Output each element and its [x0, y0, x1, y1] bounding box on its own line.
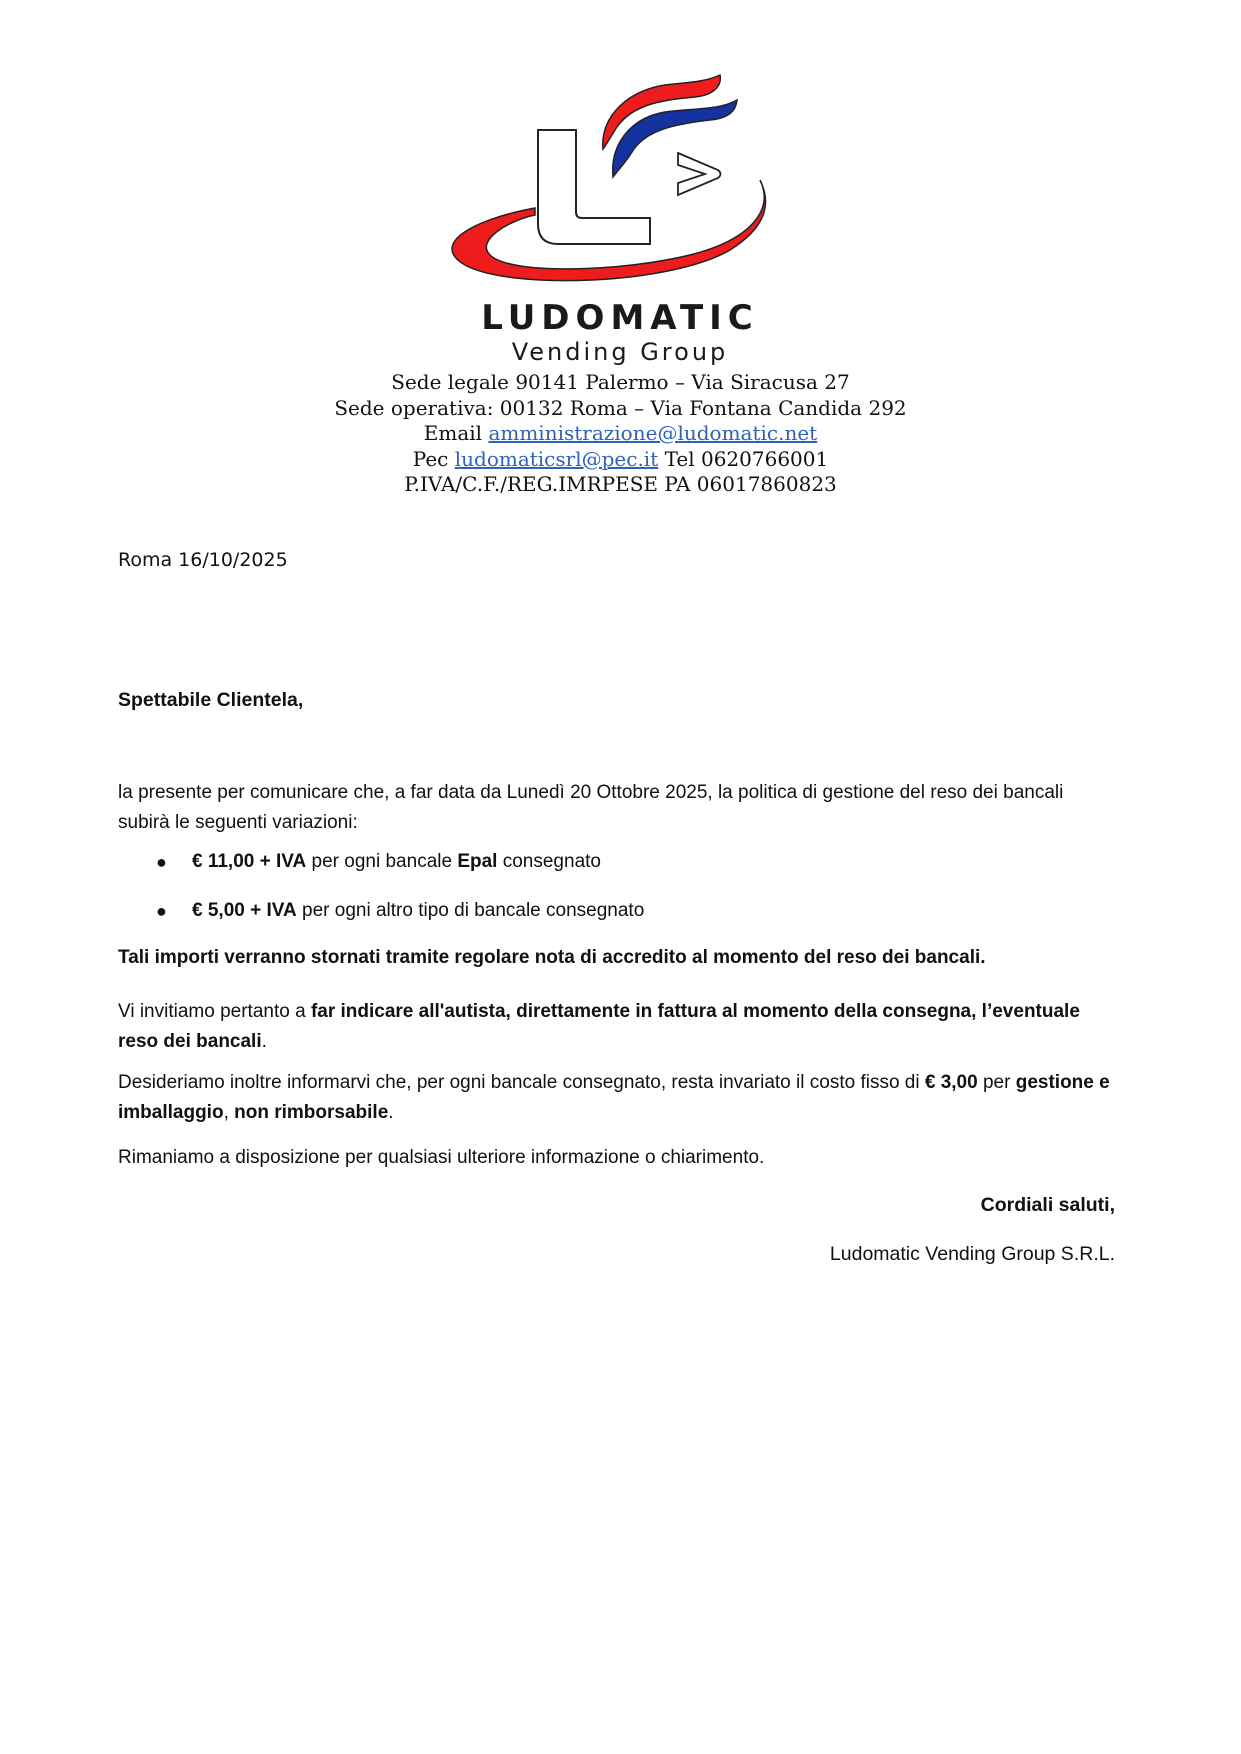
fixed-cost-bold2: non rimborsabile — [234, 1102, 389, 1123]
legal-address: Sede legale 90141 Palermo – Via Siracusa 27 — [391, 370, 850, 394]
fixed-cost-per: per — [982, 1072, 1011, 1093]
tel-label: Tel — [664, 446, 695, 471]
fixed-cost-paragraph — [118, 1068, 1118, 1128]
bullet-icon: ● — [156, 901, 167, 921]
item-bold: Epal — [457, 851, 498, 872]
letter-greeting: Spettabile Clientela, — [118, 689, 304, 711]
fixed-cost-comma: , — [223, 1102, 229, 1123]
bullet-icon: ● — [156, 852, 167, 872]
item-text: per ogni bancale — [311, 851, 453, 872]
invite-bold: far indicare all'autista, direttamente in fattura al momento della consegna, l’eventuale reso dei bancali — [118, 1001, 1080, 1052]
intro-paragraph: la presente per comunicare che, a far data da Lunedì 20 Ottobre 2025, la politica di gestione del reso dei bancali subirà le seguenti variazioni: — [118, 782, 1064, 833]
logo-emblem-icon — [440, 60, 800, 300]
invite-paragraph — [118, 997, 1118, 1057]
letter-date: Roma 16/10/2025 — [118, 549, 288, 571]
brand-name: LUDOMATIC — [481, 298, 759, 338]
closing: Cordiali saluti, — [980, 1194, 1115, 1216]
item-text: per ogni altro tipo di bancale consegnato — [302, 900, 645, 921]
email-line — [0, 421, 1241, 447]
fixed-cost-text: Desideriamo inoltre informarvi che, per ogni bancale consegnato, resta invariato il costo fisso di — [118, 1072, 920, 1093]
email-label: Email — [423, 421, 483, 445]
invite-end: . — [261, 1031, 267, 1052]
pec-link[interactable]: ludomaticsrl@pec.it — [454, 446, 659, 471]
credit-note-paragraph: Tali importi verranno stornati tramite regolare nota di accredito al momento del reso dei bancali. — [118, 947, 986, 968]
item-text-end: consegnato — [502, 851, 601, 872]
operational-address: Sede operativa: 00132 Roma – Via Fontana Candida 292 — [334, 395, 907, 420]
price: € 11,00 + IVA — [192, 851, 307, 872]
list-item — [118, 899, 644, 948]
price: € 5,00 + IVA — [192, 900, 297, 921]
fixed-cost-bold1: gestione e imballaggio — [118, 1072, 1110, 1123]
pec-line — [0, 447, 1241, 473]
tel-number: 0620766001 — [700, 446, 829, 471]
pec-label: Pec — [412, 446, 449, 471]
signature: Ludomatic Vending Group S.R.L. — [829, 1243, 1115, 1265]
email-link[interactable]: amministrazione@ludomatic.net — [488, 421, 818, 445]
list-item — [118, 850, 644, 899]
letterhead — [0, 370, 1241, 498]
vat-number: P.IVA/C.F./REG.IMRPESE PA 06017860823 — [404, 472, 837, 496]
company-logo — [440, 60, 800, 370]
invite-text: Vi invitiamo pertanto a — [118, 1001, 306, 1022]
fixed-cost-amount: € 3,00 — [924, 1072, 978, 1093]
brand-subtitle: Vending Group — [511, 338, 729, 366]
fixed-cost-end: . — [388, 1102, 394, 1123]
price-list — [118, 850, 644, 948]
availability-paragraph: Rimaniamo a disposizione per qualsiasi ulteriore informazione o chiarimento. — [118, 1147, 765, 1168]
